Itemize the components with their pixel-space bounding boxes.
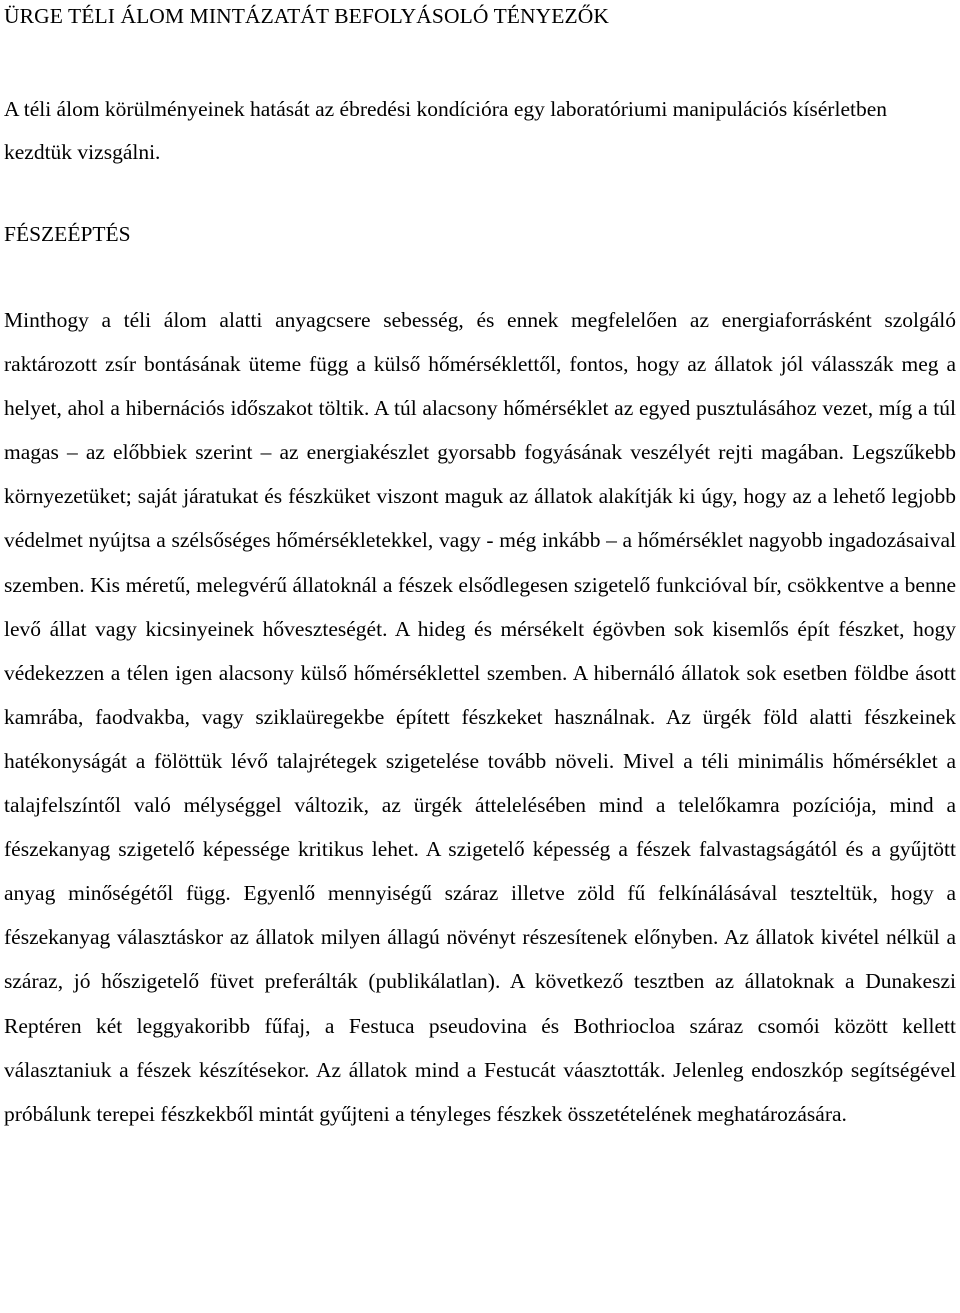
body-sentence: A túl alacsony hőmérséklet az egyed pusztulásához vezet, míg a túl magas – az előbbiek szerint – az energiakészlet gyorsabb fogyásának veszélyét rejti magában. [4,396,956,465]
body-sentence: Minthogy a téli álom alatti anyagcsere sebesség, és ennek megfelelően az energiaforrásként szolgáló raktározott zsír bontásának üteme függ a külső hőmérséklettől, fontos, hogy az állatok jól válasszák meg a helyet, ahol a hibernációs időszakot töltik. [4,308,956,421]
body-sentence: Az ürgék föld alatti fészkeinek hatékonyságát a fölöttük lévő talajrétegek szigetelése tovább növeli. [4,704,956,773]
body-sentence: A szigetelő képesség a fészek falvastagságától és a gyűjtött anyag minőségétől függ. [4,837,956,906]
body-sentence: Az állatok kivétel nélkül a száraz, jó hőszigetelő füvet preferálták (publikálatlan). [4,925,956,994]
body-sentence: Kis méretű, melegvérű állatoknál a fészek elsődlegesen szigetelő funkcióval bír, csökkentve a benne levő állat vagy kicsinyeinek hőveszteségét. [4,572,956,641]
body-sentence: Az állatok mind a Festucát váasztották. [315,1057,666,1082]
body-sentence: Egyenlő mennyiségű száraz illetve zöld fű felkínálásával teszteltük, hogy a fészekanyag választáskor az állatok milyen állagú növényt részesítenek előnyben. [4,881,956,950]
document-page [4,0,956,1136]
body-sentence: A hibernáló állatok sok esetben földbe ásott kamrába, faodvakba, vagy sziklaüregekbe épített fészkeket használnak. [4,660,956,729]
document-title: ÜRGE TÉLI ÁLOM MINTÁZATÁT BEFOLYÁSOLÓ TÉNYEZŐK [4,4,610,28]
section-heading: FÉSZEÉPTÉS [4,222,131,246]
body-paragraph [4,298,956,1136]
body-sentence: A hideg és mérsékelt égövben sok kisemlős épít fészket, hogy védekezzen a télen igen alacsony külső hőmérséklettel szemben. [4,616,957,685]
body-sentence: Mivel a téli minimális hőmérséklet a talajfelszíntől való mélységgel változik, az ürgék áttelelésében mind a telelőkamra pozíciója, mind a fészekanyag szigetelő képessége kritikus lehet. [4,748,957,862]
body-sentence: Jelenleg endoszkóp segítségével próbálunk terepei fészkekből mintát gyűjteni a tényleges fészkek összetételének meghatározására. [4,1057,957,1126]
body-sentence: A következő tesztben az állatoknak a Dunakeszi Reptéren két leggyakoribb fűfaj, a Festuca pseudovina és Bothriocloa száraz csomói között kellett választaniuk a fészek készítésekor. [4,969,956,1082]
intro-paragraph: A téli álom körülményeinek hatását az ébredési kondícióra egy laboratóriumi manipulációs kísérletben kezdtük vizsgálni. [4,97,888,164]
body-sentence: Legszűkebb környezetüket; saját járatukat és fészküket viszont maguk az állatok alakítják ki úgy, hogy az a lehető legjobb védelmet nyújtsa a szélsőséges hőmérsékletekkel, vagy - még inkább – a hőmérséklet nagyobb ingadozásaival szemben. [4,440,957,597]
